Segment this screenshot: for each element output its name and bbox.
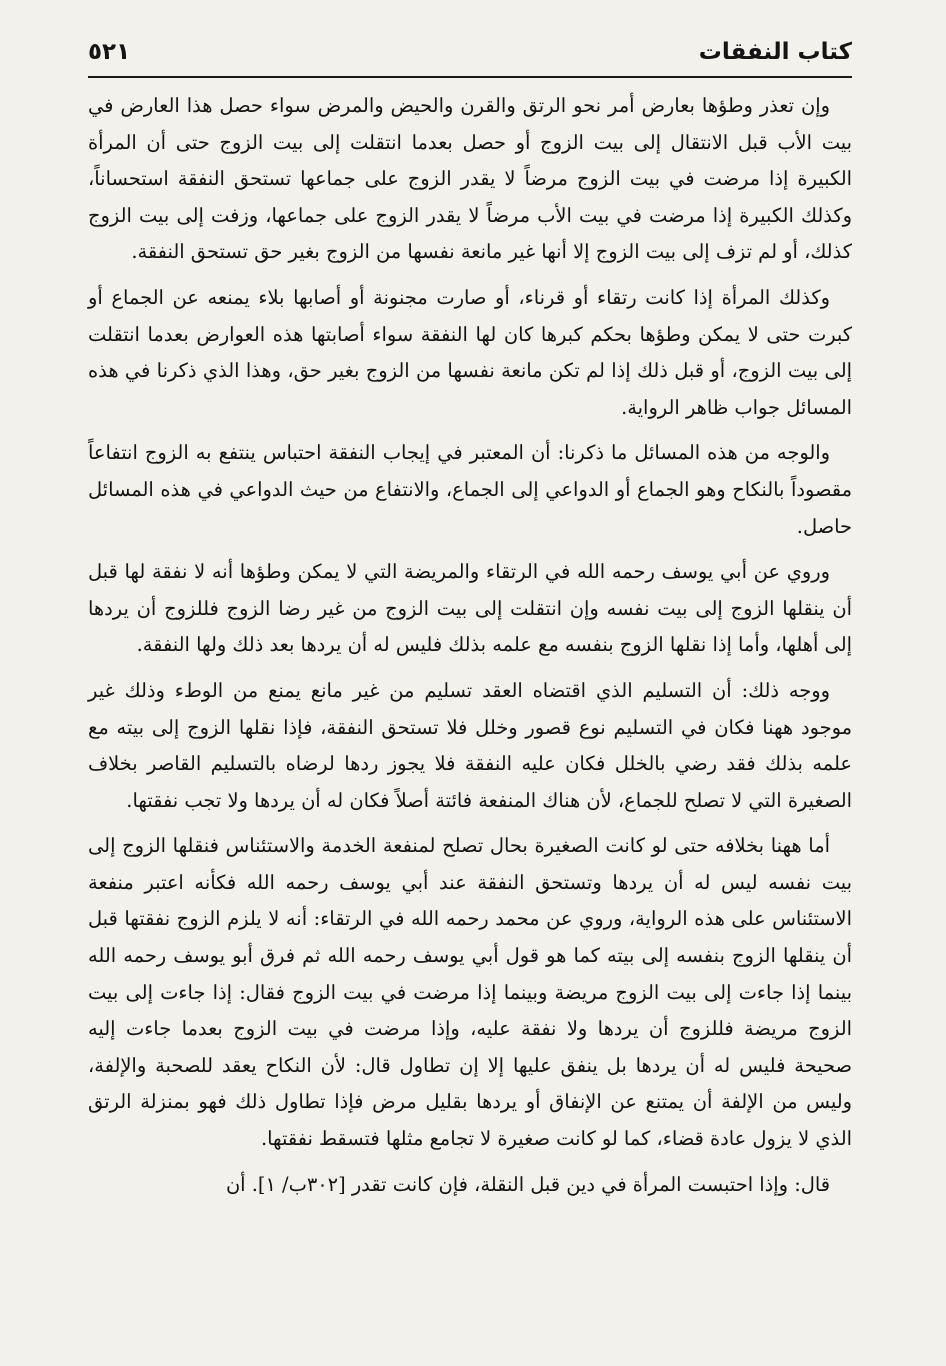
paragraph: أما ههنا بخلافه حتى لو كانت الصغيرة بحال تصلح لمنفعة الخدمة والاستئناس فنقلها الزوج إلى بيت نفسه ليس له أن يردها وتستحق النفقة عند أبي يوسف رحمه الله فكأنه اعتبر منفعة الاستئناس على هذه الرواية، وروي عن محمد رحمه الله في الرتقاء: أنه لا يلزم الزوج نفقتها قبل أن ينقلها الزوج بنفسه إلى بيته كما هو قول أبي يوسف رحمه الله ثم فرق أبو يوسف رحمه الله بينما إذا جاءت إلى بيت الزوج مريضة وبينما إذا مرضت في بيت الزوج فقال: إذا جاءت إلى بيت الزوج مريضة فللزوج أن يردها ولا نفقة عليه، وإذا مرضت في بيت الزوج بعدما جاءت إليه صحيحة فليس له أن يردها بل ينفق عليها إلا إن تطاول قال: لأن النكاح يعقد للصحبة والإلفة، وليس من الإلفة أن يمتنع عن الإنفاق أو يردها بقليل مرض فإذا تطاول ذلك فهو بمنزلة الرتق الذي لا يزول عادة قضاء، كما لو كانت صغيرة لا تجامع مثلها فتسقط نفقتها. <box>88 834 852 1151</box>
page-header <box>88 30 852 78</box>
page-body <box>88 88 852 1203</box>
page-number: ٥٢١ <box>88 39 131 65</box>
paragraph: وكذلك المرأة إذا كانت رتقاء أو قرناء، أو صارت مجنونة أو أصابها بلاء يمنعه عن الجماع أو كبرت حتى لا يمكن وطؤها بحكم كبرها كان لها النفقة سواء أصابتها هذه العوارض بعدما انتقلت إلى بيت الزوج، أو قبل ذلك إذا لم تكن مانعة نفسها من الزوج بغير حق، وهذا الذي ذكرنا في هذه المسائل جواب ظاهر الرواية. <box>88 285 852 419</box>
paragraph: وإن تعذر وطؤها بعارض أمر نحو الرتق والقرن والحيض والمرض سواء حصل هذا العارض في بيت الأب قبل الانتقال إلى بيت الزوج أو حصل بعدما انتقلت إلى بيت الزوج حتى أن المرأة الكبيرة إذا مرضت في بيت الزوج مرضاً لا يقدر الزوج على جماعها تستحق النفقة استحساناً، وكذلك الكبيرة إذا مرضت في بيت الأب مرضاً لا يقدر الزوج على جماعها، وزفت إلى بيت الزوج كذلك، أو لم تزف إلى بيت الزوج إلا أنها غير مانعة نفسها من الزوج بغير حق تستحق النفقة. <box>88 94 852 264</box>
paragraph: والوجه من هذه المسائل ما ذكرنا: أن المعتبر في إيجاب النفقة احتباس ينتفع به الزوج انتفاعاً مقصوداً بالنكاح وهو الجماع أو الدواعي إلى الجماع، والانتفاع من حيث الدواعي في هذه المسائل حاصل. <box>88 441 852 538</box>
paragraph: قال: وإذا احتبست المرأة في دين قبل النقلة، فإن كانت تقدر [٣٠٢ب/ ١]. أن <box>225 1172 830 1196</box>
paragraph: ووجه ذلك: أن التسليم الذي اقتضاه العقد تسليم من غير مانع يمنع من الوطء وذلك غير موجود ههنا فكان في التسليم نوع قصور وخلل فلا تستحق النفقة، فإذا نقلها الزوج إلى بيته مع علمه بذلك فقد رضي بالخلل فكان عليه النفقة فلا يجوز ردها لرضاه بالتسليم القاصر بخلاف الصغيرة التي لا تصلح للجماع، لأن هناك المنفعة فائتة أصلاً فكان له أن يردها ولا تجب نفقتها. <box>88 678 852 812</box>
paragraph: وروي عن أبي يوسف رحمه الله في الرتقاء والمريضة التي لا يمكن وطؤها أنه لا نفقة لها قبل أن ينقلها الزوج إلى بيت نفسه وإن انتقلت إلى بيت الزوج من غير رضا الزوج فللزوج أن يردها إلى أهلها، وأما إذا نقلها الزوج بنفسه مع علمه بذلك فليس له أن يردها بعد ذلك ولها النفقة. <box>88 560 852 657</box>
header-divider <box>88 76 852 78</box>
book-title: كتاب النفقات <box>698 39 852 65</box>
